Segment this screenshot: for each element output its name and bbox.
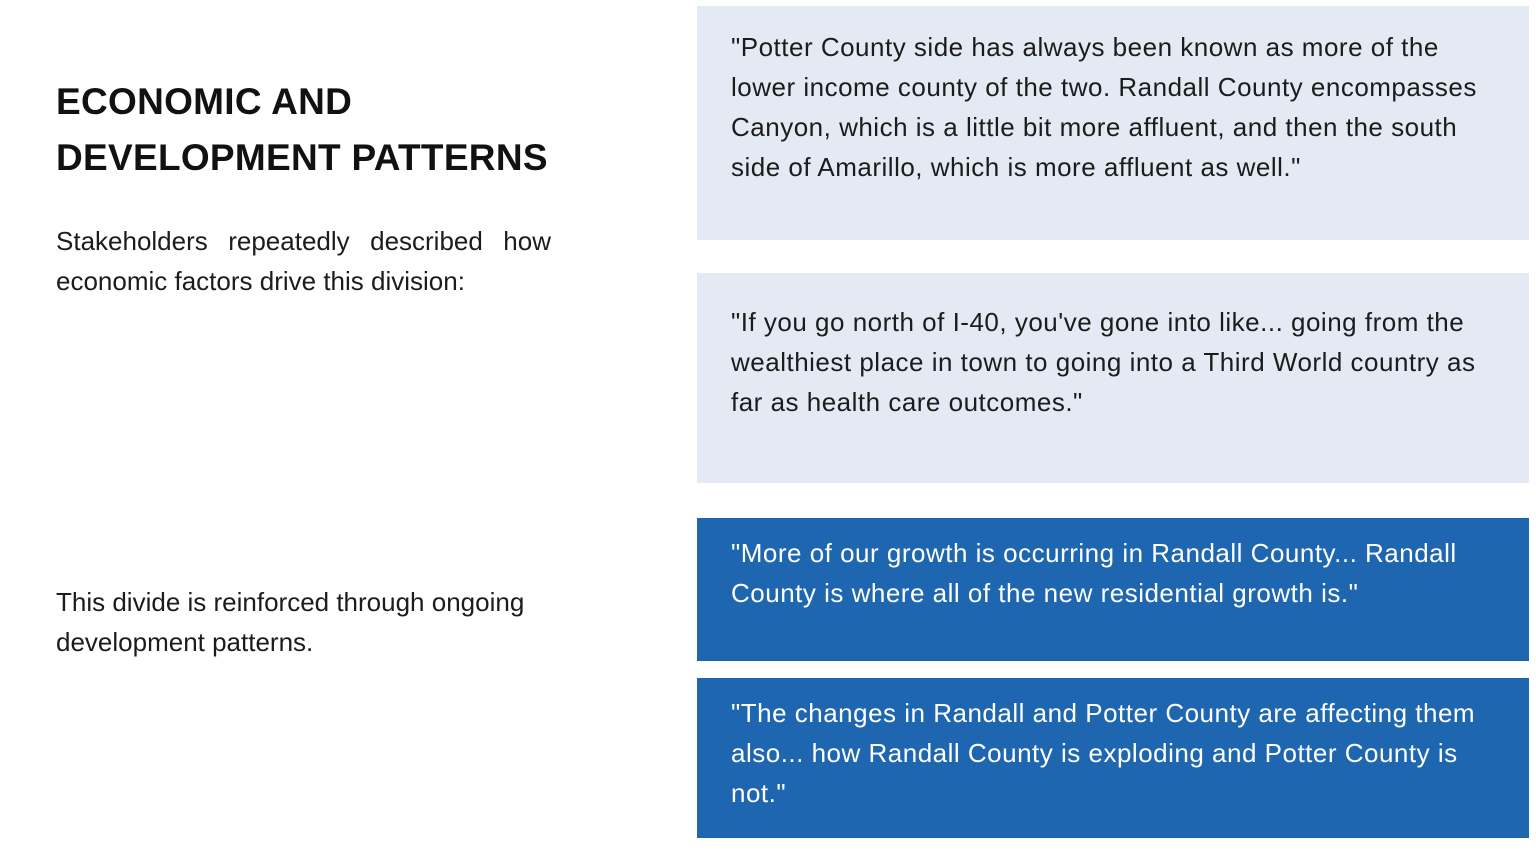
divide-paragraph: This divide is reinforced through ongoing development patterns. bbox=[56, 587, 525, 657]
quote-box-randall-growth bbox=[697, 518, 1529, 661]
quote-text: "If you go north of I-40, you've gone into like... going from the wealthiest place in town to going into a Third World country as far as health care outcomes." bbox=[731, 307, 1476, 417]
quote-box-potter-county bbox=[697, 6, 1529, 240]
quote-text: "More of our growth is occurring in Randall County... Randall County is where all of the new residential growth is." bbox=[731, 538, 1457, 608]
intro-paragraph: Stakeholders repeatedly described how economic factors drive this division: bbox=[56, 226, 551, 296]
quote-text: "The changes in Randall and Potter County are affecting them also... how Randall County is exploding and Potter County is not." bbox=[731, 698, 1476, 808]
quote-box-north-of-i40 bbox=[697, 273, 1529, 483]
quote-box-randall-exploding bbox=[697, 678, 1529, 838]
page-title: ECONOMIC AND DEVELOPMENT PATTERNS bbox=[56, 81, 548, 178]
quote-text: "Potter County side has always been known as more of the lower income county of the two. Randall County encompasses Canyon, which is a little bit more affluent, and then the south side of Amarillo, which is more affluent as well." bbox=[731, 32, 1477, 182]
